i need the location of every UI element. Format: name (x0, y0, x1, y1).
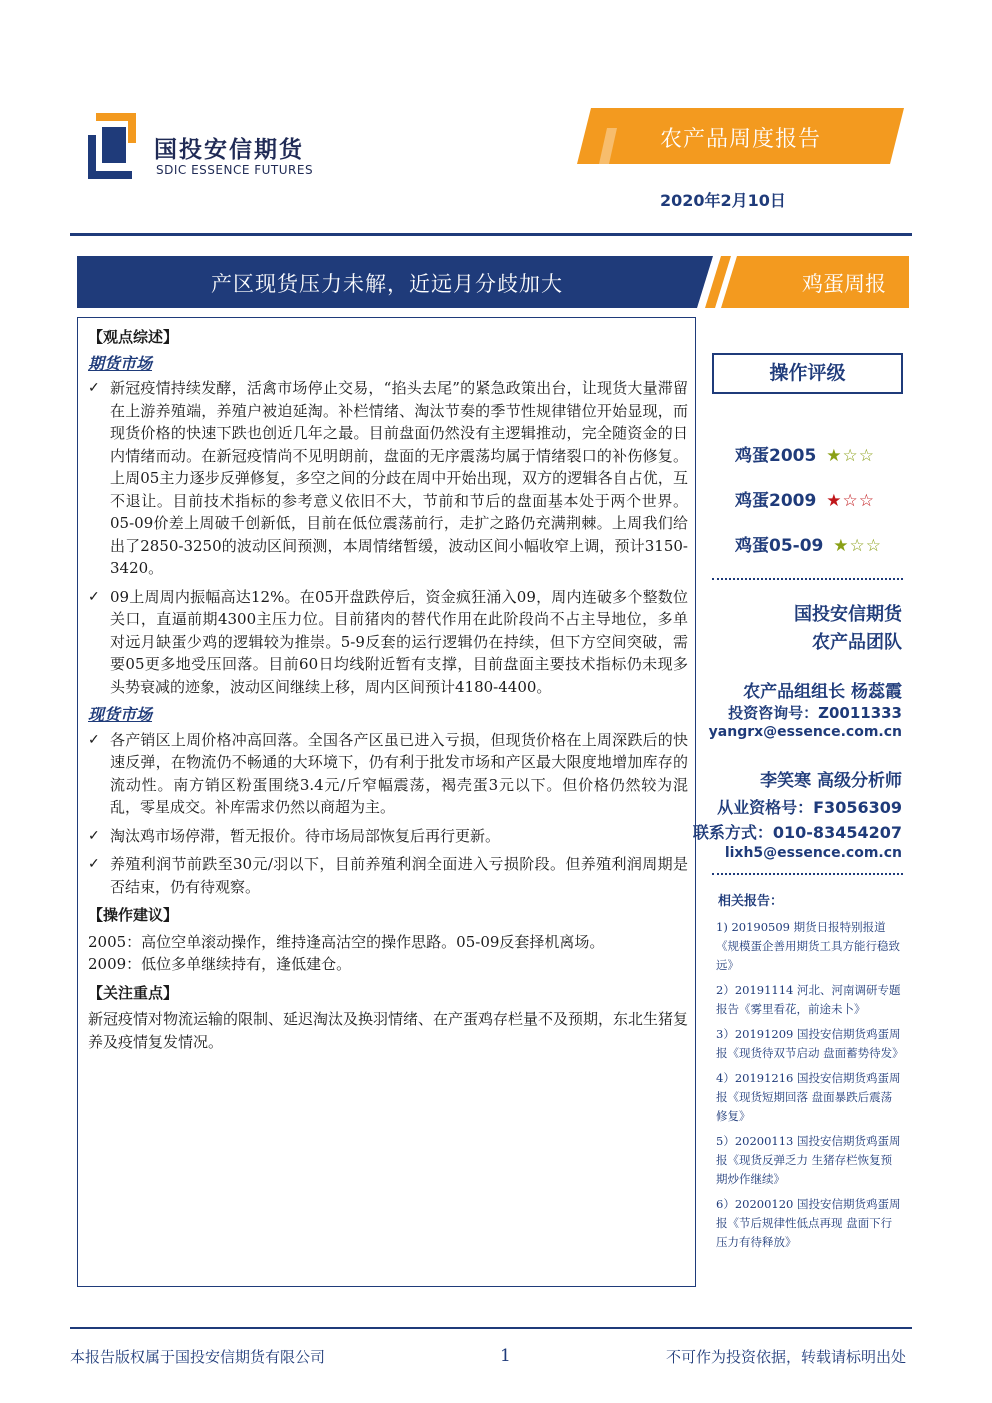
logo-english-name: SDIC ESSENCE FUTURES (156, 163, 314, 177)
checkmark-icon: ✓ (88, 588, 100, 605)
advice-line: 2005：高位空单滚动操作，维持逢高沽空的操作思路。05-09反套择机离场。 (88, 932, 605, 951)
analyst1-license: 投资咨询号：Z0011333 (728, 704, 902, 722)
report-category: 鸡蛋周报 (802, 272, 886, 296)
checkmark-icon: ✓ (88, 856, 100, 872)
report-title: 产区现货压力未解，近远月分歧加大 (211, 272, 563, 296)
focus-text: 新冠疫情对物流运输的限制、延迟淘汰及换羽情绪、在产蛋鸡存栏量不及预期，东北生猪复养及疫情复发情况。 (88, 1010, 689, 1051)
footer-divider (70, 1327, 912, 1329)
related-report-item[interactable]: 5）20200113 国投安信期货鸡蛋周报《现货反弹乏力 生猪存栏恢复预期炒作继续》 (716, 1134, 901, 1186)
analyst2-email[interactable]: lixh5@essence.com.cn (724, 845, 902, 861)
futures-bullet (88, 377, 688, 580)
rating-label: 鸡蛋05-09 (735, 536, 824, 556)
focus-heading: 【关注重点】 (88, 983, 179, 1002)
main-content-box (77, 317, 696, 1287)
related-reports-heading: 相关报告： (718, 894, 784, 909)
rating-row (735, 441, 875, 466)
spot-bullet-text: 养殖利润节前跌至30元/羽以下，目前养殖利润全面进入亏损阶段。但养殖利润周期是否结束，仍有待观察。 (110, 855, 688, 896)
report-date: 2020年2月10日 (660, 191, 786, 210)
advice-line: 2009：低位多单继续持有，逢低建仓。 (88, 955, 352, 973)
checkmark-icon: ✓ (88, 731, 100, 748)
futures-heading: 期货市场 (88, 353, 153, 373)
star-rating-icon: ★☆☆ (826, 491, 875, 511)
company-logo (88, 113, 328, 183)
star-rating-icon: ★☆☆ (833, 536, 883, 556)
overview-heading: 【观点综述】 (88, 328, 179, 346)
analyst2-phone: 联系方式：010-83454207 (692, 823, 902, 842)
report-type-label: 农产品周度报告 (659, 127, 821, 152)
related-report-item[interactable]: 1) 20190509 期货日报特别报道《规模蛋企善用期货工具方能行稳致远》 (716, 920, 900, 972)
analyst1-name: 农产品组组长 杨蕊霞 (743, 682, 902, 702)
spot-bullet (88, 853, 688, 898)
advice-heading: 【操作建议】 (88, 906, 179, 924)
rating-row (735, 486, 875, 511)
related-report-item[interactable]: 4）20191216 国投安信期货鸡蛋周报《现货短期回落 盘面暴跌后震荡修复》 (716, 1071, 901, 1123)
footer-copyright: 本报告版权属于国投安信期货有限公司 (70, 1348, 326, 1366)
related-reports-list (716, 918, 903, 1258)
team-department: 农产品团队 (812, 632, 902, 653)
spot-bullet-text: 淘汰鸡市场停滞，暂无报价。待市场局部恢复后再行更新。 (110, 826, 501, 845)
logo-chinese-name: 国投安信期货 (154, 137, 304, 163)
logo-mark-icon (88, 113, 136, 179)
team-company: 国投安信期货 (794, 604, 902, 625)
title-banner (77, 256, 909, 308)
star-rating-icon: ★☆☆ (826, 446, 875, 466)
checkmark-icon: ✓ (88, 380, 100, 396)
rating-title: 操作评级 (712, 353, 903, 394)
futures-bullet-text: 新冠疫情持续发酵，活禽市场停止交易，“掐头去尾”的紧急政策出台，让现货大量滞留在上游养殖端，养殖户被迫延淘。补栏情绪、淘汰节奏的季节性规律错位开始显现，而现货价格的快速下跌也创近几年之最。目前盘面仍然没有主逻辑推动，完全随资金的日内情绪而动。在新冠疫情尚不见明朗前，盘面的无序震荡均属于情绪裂口的补伤修复。上周05主力逐步反弹修复，多空之间的分歧在周中开始出现，双方的逻辑各自占优，互不退让。目前技术指标的参考意义依旧不大，节前和节后的盘面基本处于两个世界。05-09价差上周破千创新低，目前在低位震荡前行，走扩之路仍充满荆棘。上周我们给出了2850-3250的波动区间预测，本周情绪暂缓，波动区间小幅收窄上调，预计3150-3420。 (110, 379, 688, 577)
sidebar-divider (712, 873, 903, 875)
related-report-item[interactable]: 6）20200120 国投安信期货鸡蛋周报《节后规律性低点再现 盘面下行压力有待释放》 (716, 1197, 901, 1249)
footer-disclaimer: 不可作为投资依据，转载请标明出处 (666, 1348, 907, 1366)
rating-row (735, 531, 882, 556)
checkmark-icon: ✓ (88, 827, 100, 844)
futures-bullet (88, 586, 688, 699)
spot-bullet-text: 各产销区上周价格冲高回落。全国各产区虽已进入亏损，但现货价格在上周深跌后的快速反弹，在物流仍不畅通的大环境下，仍有利于批发市场和产区最大限度地增加库存的流动性。南方销区粉蛋围绕3.4元/斤窄幅震荡，褐壳蛋3元以下。但价格仍然较为混乱，零星成交。补库需求仍然以商超为主。 (110, 730, 688, 816)
header-divider (70, 233, 912, 236)
analyst2-name: 李笑寒 高级分析师 (760, 771, 902, 791)
related-report-item[interactable]: 3）20191209 国投安信期货鸡蛋周报《现货待双节启动 盘面蓄势待发》 (716, 1027, 904, 1060)
sidebar-divider (712, 578, 903, 580)
analyst1-email[interactable]: yangrx@essence.com.cn (708, 724, 902, 740)
analyst2-license: 从业资格号：F3056309 (717, 798, 902, 817)
spot-bullet (88, 729, 688, 819)
page-number: 1 (500, 1346, 511, 1366)
report-type-tag (577, 108, 904, 164)
related-report-item[interactable]: 2）20191114 河北、河南调研专题报告《雾里看花，前途未卜》 (716, 983, 901, 1016)
spot-heading: 现货市场 (88, 705, 153, 724)
rating-label: 鸡蛋2005 (735, 446, 817, 466)
futures-bullet-text: 09上周周内振幅高达12%。在05开盘跌停后，资金疯狂涌入09，周内连破多个整数位关口，直逼前期4300主压力位。目前猪肉的替代作用在此阶段尚不占主导地位，多单对远月缺蛋少鸡的逻辑较为推崇。5-9反套的运行逻辑仍在持续，但下方空间突破，需要05更多地受压回落。目前60日均线附近暂有支撑，目前盘面主要技术指标仍未现多头势衰减的迹象，波动区间继续上移，周内区间预计4180-4400。 (110, 587, 688, 696)
rating-label: 鸡蛋2009 (735, 491, 817, 511)
spot-bullet (88, 825, 688, 848)
